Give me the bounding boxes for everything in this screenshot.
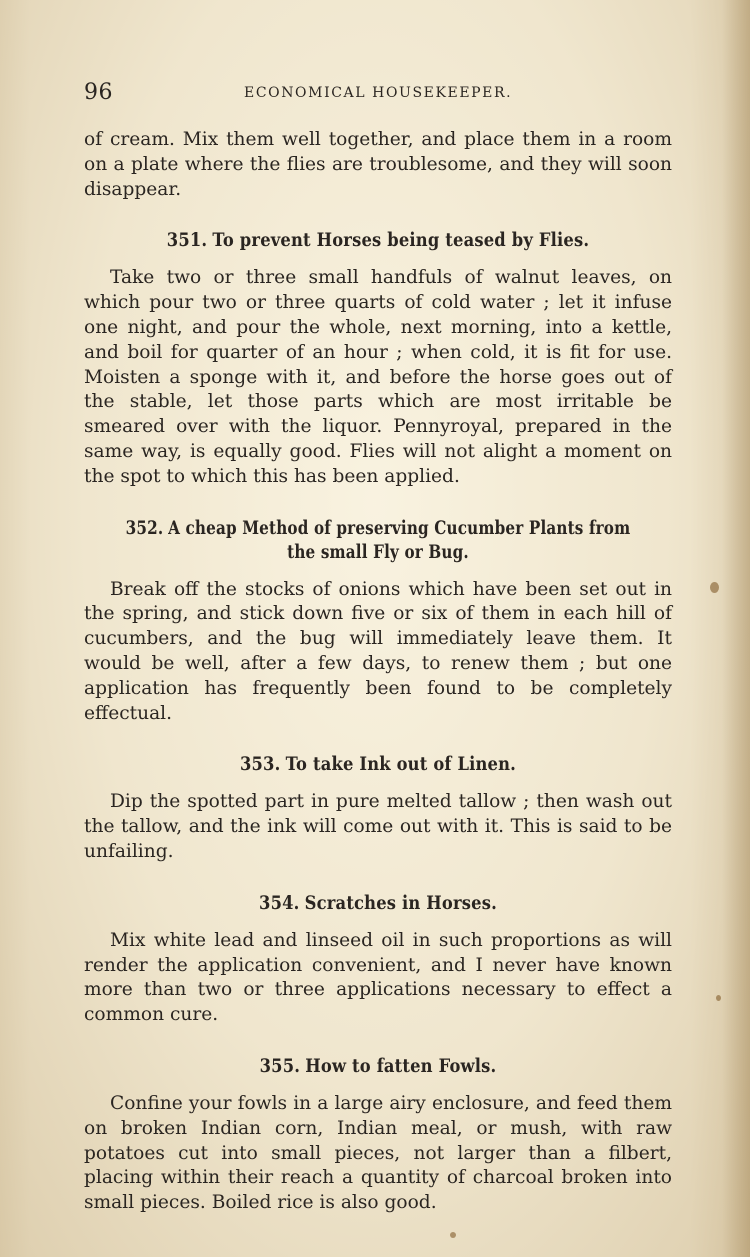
section-body-355: Confine your fowls in a large airy enclosure, and feed them on broken Indian corn, Indian meal, or mush, with raw potatoes cut into small pieces, not larger than a filbert, placing within their reach a quantity of charcoal broken into small pieces. Boiled rice is also good. — [84, 1092, 672, 1214]
book-page — [84, 80, 672, 1216]
section-number: 353. — [239, 753, 281, 776]
section-title: To take Ink out of Linen. — [285, 753, 517, 776]
page-edge-shadow — [722, 0, 750, 1257]
section-number: 351. — [166, 229, 208, 252]
section-title: Scratches in Horses. — [304, 891, 497, 914]
running-head — [84, 80, 672, 110]
section-title: A cheap Method of preserving Cucumber Plants from the small Fly or Bug. — [168, 516, 631, 563]
page-number: 96 — [84, 80, 113, 105]
section-title: To prevent Horses being teased by Flies. — [212, 229, 590, 252]
section-heading-351 — [125, 228, 631, 252]
section-number: 355. — [259, 1054, 301, 1077]
section-number: 354. — [259, 891, 300, 914]
continuation-paragraph: of cream. Mix them well together, and place them in a room on a plate where the flies are troublesome, and they will soon disappear. — [84, 129, 672, 200]
section-heading-354 — [125, 891, 631, 915]
section-body-352: Break off the stocks of onions which have been set out in the spring, and stick down five or six of them in each hill of cucumbers, and the bug will immediately leave them. It would be well, after a few days, to renew them ; but one application has frequently been found to be completely effectual. — [84, 578, 672, 724]
paper-stain — [710, 582, 719, 593]
section-number: 352. — [125, 516, 164, 539]
paper-stain — [450, 1232, 456, 1238]
section-body-353: Dip the spotted part in pure melted tallow ; then wash out the tallow, and the ink will come out with it. This is said to be unfailing. — [84, 791, 672, 862]
section-heading-352 — [111, 516, 645, 564]
section-body-354: Mix white lead and linseed oil in such proportions as will render the application convenient, and I never have known more than two or three applications necessary to effect a common cure. — [84, 929, 672, 1026]
section-heading-353 — [125, 752, 631, 776]
paper-stain — [716, 995, 721, 1001]
section-heading-355 — [125, 1054, 631, 1078]
section-title: How to fatten Fowls. — [305, 1054, 497, 1077]
running-title: ECONOMICAL HOUSEKEEPER. — [244, 85, 513, 101]
section-body-351: Take two or three small handfuls of walnut leaves, on which pour two or three quarts of cold water ; let it infuse one night, and pour the whole, next morning, into a kettle, and boil for quarter of an hour ; when cold, it is fit for use. Moisten a sponge with it, and before the horse goes out of the stable, let those parts which are most irritable be smeared over with the liquor. Pennyroyal, prepared in the same way, is equally good. Flies will not alight a moment on the spot to which this has been applied. — [84, 267, 672, 487]
